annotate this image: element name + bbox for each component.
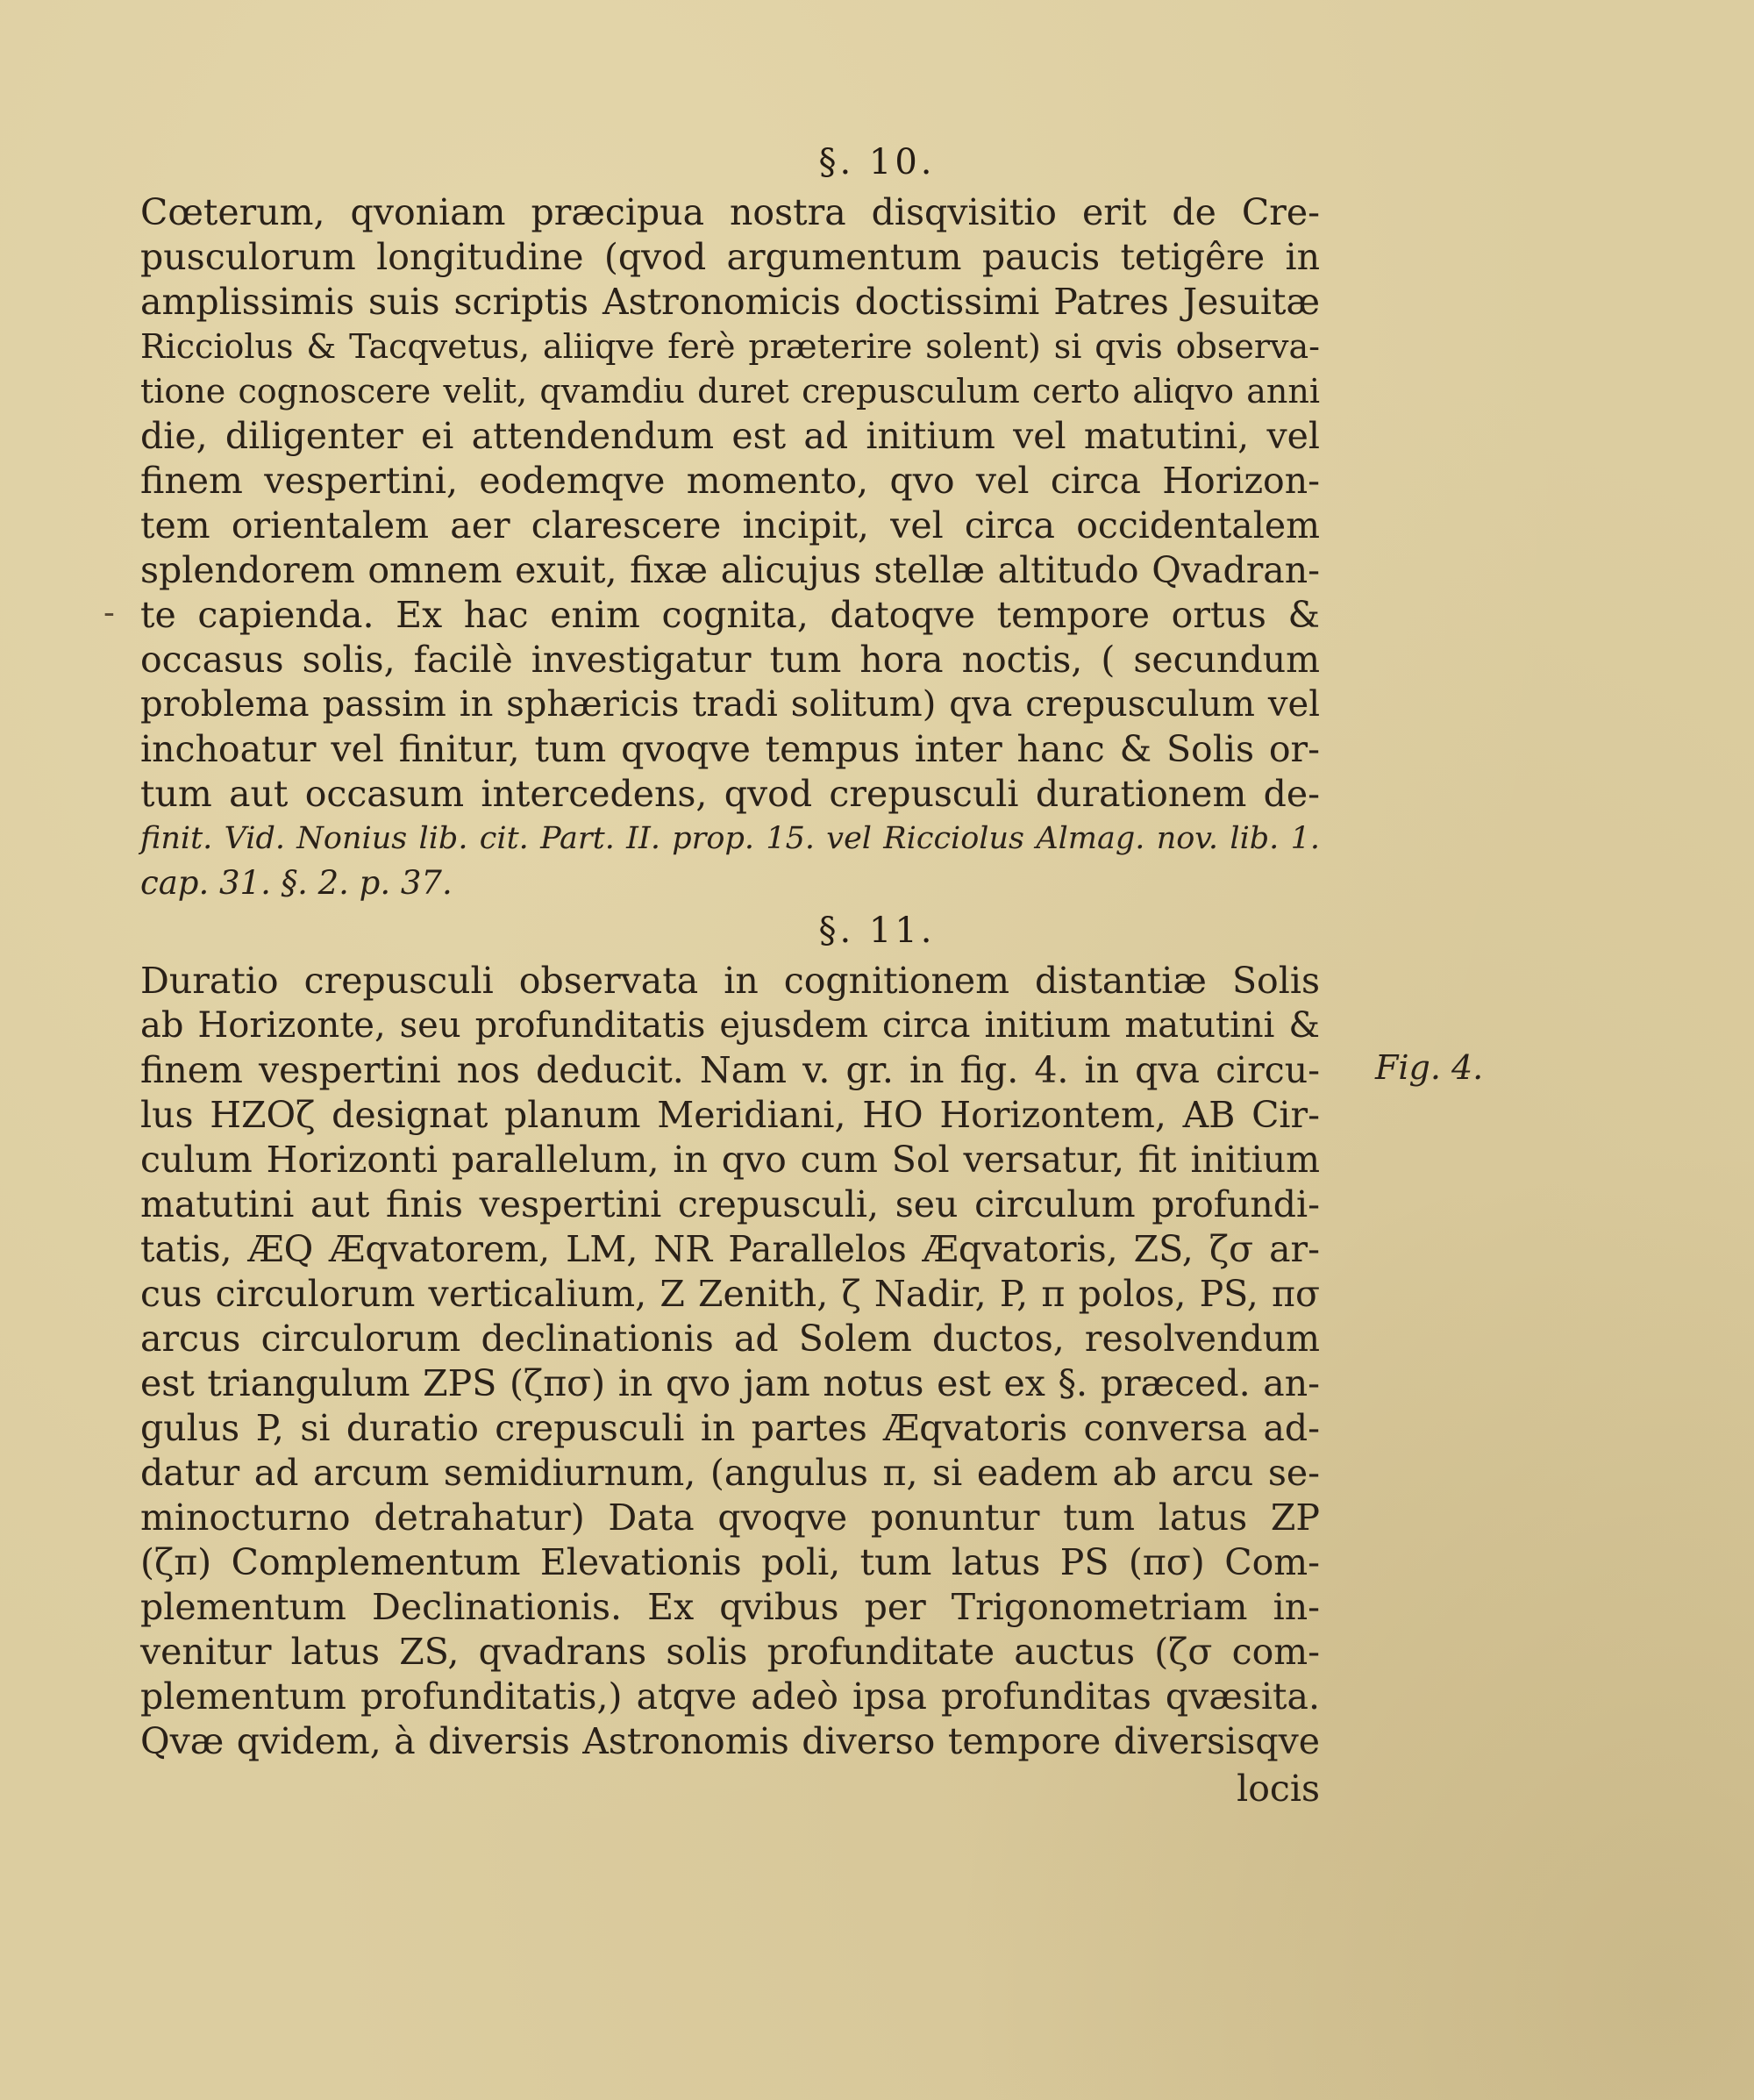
margin-mark: - [103,593,115,632]
text-line: die, diligenter ei attendendum est ad initium vel matutini, vel [140,415,1320,457]
text-line: tione cognoscere velit, qvamdiu duret crepusculum certo aliqvo anni [140,372,1320,411]
text-line: pusculorum longitudine (qvod argumentum paucis tetigêre in [140,236,1320,278]
text-line: lus HZOζ designat planum Meridiani, HO Horizontem, AB Cir- [140,1094,1320,1136]
text-line: datur ad arcum semidiurnum, (angulus π, si eadem ab arcu se- [140,1452,1320,1494]
text-line: matutini aut finis vespertini crepusculi, seu circulum profundi- [140,1183,1320,1225]
text-line: culum Horizonti parallelum, in qvo cum Sol versatur, fit initium [140,1139,1320,1181]
text-line: plementum profunditatis,) atqve adeò ipsa profunditas qvæsita. [140,1675,1320,1718]
text-line: plementum Declinationis. Ex qvibus per Trigonometriam in- [140,1586,1320,1628]
text-line: tem orientalem aer clarescere incipit, vel circa occidentalem [140,504,1320,546]
text-line-citation: finit. Vid. Nonius lib. cit. Part. II. prop. 15. vel Ricciolus Almag. nov. lib. 1. [140,821,1320,856]
text-line: cus circulorum verticalium, Z Zenith, ζ Nadir, P, π polos, PS, πσ [140,1273,1320,1315]
section-11-heading: §. 11. [818,911,936,951]
text-line: Duratio crepusculi observata in cognitionem distantiæ Solis [140,960,1320,1002]
margin-figure-reference: Fig. 4. [1375,1048,1484,1087]
text-line: splendorem omnem exuit, fixæ alicujus stellæ altitudo Qvadran- [140,549,1320,591]
text-line: Cœterum, qvoniam præcipua nostra disqvisitio erit de Cre- [140,191,1320,233]
text-line: venitur latus ZS, qvadrans solis profunditate auctus (ζσ com- [140,1631,1320,1673]
text-line-citation: cap. 31. §. 2. p. 37. [140,864,453,902]
text-line: Qvæ qvidem, à diversis Astronomis diverso tempore diversisqve [140,1720,1320,1762]
text-line: finem vespertini, eodemqve momento, qvo vel circa Horizon- [140,460,1320,502]
text-line: tatis, ÆQ Æqvatorem, LM, NR Parallelos Æqvatoris, ZS, ζσ ar- [140,1228,1320,1270]
text-line: est triangulum ZPS (ζπσ) in qvo jam notus est ex §. præced. an- [140,1362,1320,1404]
text-line: finem vespertini nos deducit. Nam v. gr. in fig. 4. in qva circu- [140,1049,1320,1091]
text-line: Ricciolus & Tacqvetus, aliiqve ferè præterire solent) si qvis observa- [140,327,1320,366]
text-line: minocturno detrahatur) Data qvoqve ponuntur tum latus ZP [140,1496,1320,1539]
text-line: gulus P, si duratio crepusculi in partes Æqvatoris conversa ad- [140,1407,1320,1449]
text-line: inchoatur vel finitur, tum qvoqve tempus inter hanc & Solis or- [140,728,1320,770]
text-line: amplissimis suis scriptis Astronomicis doctissimi Patres Jesuitæ [140,281,1320,323]
text-line: ab Horizonte, seu profunditatis ejusdem circa initium matutini & [140,1005,1320,1046]
catchword: locis [1237,1768,1320,1810]
text-line: tum aut occasum intercedens, qvod crepusculi durationem de- [140,773,1320,815]
text-line: problema passim in sphæricis tradi solitum) qva crepusculum vel [140,684,1320,725]
text-line: occasus solis, facilè investigatur tum hora noctis, ( secundum [140,639,1320,681]
text-line: te capienda. Ex hac enim cognita, datoqve tempore ortus & [140,594,1320,636]
text-line: arcus circulorum declinationis ad Solem ductos, resolvendum [140,1318,1320,1360]
text-line: (ζπ) Complementum Elevationis poli, tum latus PS (πσ) Com- [140,1541,1320,1583]
section-10-heading: §. 10. [818,142,936,182]
